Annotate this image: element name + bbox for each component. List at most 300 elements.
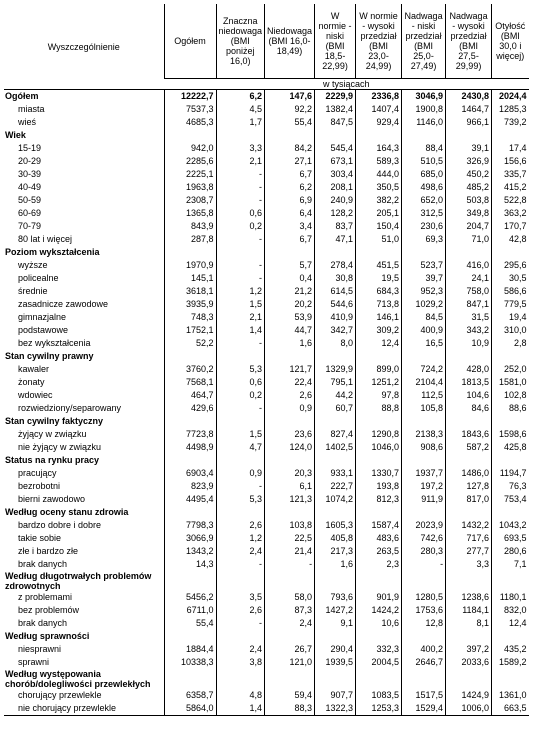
section-row [4, 506, 529, 519]
row-label: zasadnicze zawodowe [18, 299, 109, 309]
cell-value: 739,2 [492, 116, 529, 129]
cell-value: 44,7 [265, 324, 315, 337]
section-heading: Stan cywilny prawny [5, 351, 94, 361]
cell-value [164, 415, 216, 428]
cell-value: 444,0 [356, 168, 402, 181]
cell-value: 6,1 [265, 480, 315, 493]
cell-value: 0,9 [265, 402, 315, 415]
cell-value [216, 630, 265, 643]
table-row [4, 311, 529, 324]
cell-value: 779,5 [492, 298, 529, 311]
cell-value [265, 129, 315, 142]
cell-value [356, 129, 402, 142]
cell-value: - [216, 337, 265, 350]
cell-value [265, 454, 315, 467]
cell-value [164, 246, 216, 259]
cell-value: - [402, 558, 446, 571]
cell-value: 278,4 [315, 259, 356, 272]
cell-value: 1,2 [216, 532, 265, 545]
cell-value: 510,5 [402, 155, 446, 168]
cell-value: 280,6 [492, 545, 529, 558]
cell-value: 812,3 [356, 493, 402, 506]
cell-value: 39,1 [446, 142, 492, 155]
cell-value: 222,7 [315, 480, 356, 493]
cell-value [492, 415, 529, 428]
cell-value: 405,8 [315, 532, 356, 545]
cell-value [216, 350, 265, 363]
cell-value: 1184,1 [446, 604, 492, 617]
cell-value [356, 350, 402, 363]
cell-value: 929,4 [356, 116, 402, 129]
cell-value: 483,6 [356, 532, 402, 545]
cell-value: 1939,5 [315, 656, 356, 669]
cell-value: 673,1 [315, 155, 356, 168]
cell-value: 966,1 [446, 116, 492, 129]
cell-value: 1753,6 [402, 604, 446, 617]
section-heading: Poziom wykształcenia [5, 247, 100, 257]
row-label: bezrobotni [18, 481, 61, 491]
cell-value: 2229,9 [315, 90, 356, 104]
section-heading: Wiek [5, 130, 26, 140]
cell-value: 303,4 [315, 168, 356, 181]
table-row [4, 604, 529, 617]
cell-value: 4,7 [216, 441, 265, 454]
cell-value: 88,4 [402, 142, 446, 155]
cell-value [446, 415, 492, 428]
cell-value: - [216, 181, 265, 194]
cell-value: 205,1 [356, 207, 402, 220]
row-label: miasta [18, 104, 45, 114]
cell-value [315, 350, 356, 363]
cell-value: 1,2 [216, 285, 265, 298]
cell-value: 156,6 [492, 155, 529, 168]
cell-value: 435,2 [492, 643, 529, 656]
row-label: 20-29 [18, 156, 42, 166]
cell-value: 6,9 [265, 194, 315, 207]
cell-value: 58,0 [265, 591, 315, 604]
row-label: podstawowe [18, 325, 69, 335]
cell-value: 1752,1 [164, 324, 216, 337]
cell-value: 342,7 [315, 324, 356, 337]
cell-value [315, 571, 356, 591]
cell-value: 1970,9 [164, 259, 216, 272]
cell-value: 3618,1 [164, 285, 216, 298]
cell-value: 52,2 [164, 337, 216, 350]
row-label: żonaty [18, 377, 45, 387]
cell-value: 102,8 [492, 389, 529, 402]
cell-value [265, 571, 315, 591]
cell-value: 2138,3 [402, 428, 446, 441]
section-heading: Według długotrwałych problemów zdrowotnych [5, 571, 152, 591]
cell-value: 498,6 [402, 181, 446, 194]
cell-value: 1330,7 [356, 467, 402, 480]
cell-value: 230,6 [402, 220, 446, 233]
cell-value [315, 454, 356, 467]
cell-value [492, 246, 529, 259]
row-label: pracujący [18, 468, 57, 478]
cell-value: 1194,7 [492, 467, 529, 480]
cell-value [164, 669, 216, 689]
cell-value: 1029,2 [402, 298, 446, 311]
cell-value [492, 350, 529, 363]
cell-value: 4,5 [216, 103, 265, 116]
cell-value [164, 454, 216, 467]
section-heading: Według występowania chorób/dolegliwości przewlekłych [5, 669, 151, 689]
cell-value [356, 669, 402, 689]
cell-value: 1083,5 [356, 689, 402, 702]
cell-value: 3,5 [216, 591, 265, 604]
header-normal-high: W normie - wysoki przedział (BMI 23,0-24,99) [356, 4, 402, 79]
cell-value: 2285,6 [164, 155, 216, 168]
cell-value: 1043,2 [492, 519, 529, 532]
header-severe-underweight: Znaczna niedowaga (BMI poniżej 16,0) [216, 4, 265, 79]
cell-value: 124,0 [265, 441, 315, 454]
cell-value [446, 246, 492, 259]
cell-value: 8,0 [315, 337, 356, 350]
cell-value: 1432,2 [446, 519, 492, 532]
cell-value: 587,2 [446, 441, 492, 454]
cell-value: 2308,7 [164, 194, 216, 207]
cell-value [164, 571, 216, 591]
table-header [4, 4, 529, 90]
cell-value: - [216, 480, 265, 493]
cell-value: 1813,5 [446, 376, 492, 389]
table-row [4, 558, 529, 571]
cell-value: 30,5 [492, 272, 529, 285]
cell-value: 27,1 [265, 155, 315, 168]
table-row [4, 168, 529, 181]
row-label: złe i bardzo złe [18, 546, 79, 556]
cell-value: 1251,2 [356, 376, 402, 389]
cell-value: 4495,4 [164, 493, 216, 506]
row-label: 60-69 [18, 208, 42, 218]
cell-value: 2646,7 [402, 656, 446, 669]
table-row [4, 116, 529, 129]
cell-value: 88,8 [356, 402, 402, 415]
cell-value: 523,7 [402, 259, 446, 272]
table-row [4, 493, 529, 506]
cell-value: 84,2 [265, 142, 315, 155]
row-label: nie chorujący przewlekle [4, 702, 164, 716]
cell-value: - [216, 617, 265, 630]
cell-value [315, 669, 356, 689]
section-heading: Stan cywilny faktyczny [5, 416, 104, 426]
cell-value: 1343,2 [164, 545, 216, 558]
cell-value: 10,9 [446, 337, 492, 350]
cell-value: 1529,4 [402, 702, 446, 716]
cell-value [446, 454, 492, 467]
cell-value: 1006,0 [446, 702, 492, 716]
cell-value: 397,2 [446, 643, 492, 656]
cell-value: 2,4 [265, 617, 315, 630]
cell-value: 47,1 [315, 233, 356, 246]
cell-value: 363,2 [492, 207, 529, 220]
cell-value: 88,3 [265, 702, 315, 716]
cell-value: 121,7 [265, 363, 315, 376]
cell-value: 2023,9 [402, 519, 446, 532]
row-label: 30-39 [18, 169, 42, 179]
cell-value: 31,5 [446, 311, 492, 324]
table-row [4, 363, 529, 376]
cell-value [356, 506, 402, 519]
cell-value [216, 129, 265, 142]
row-label: 70-79 [18, 221, 42, 231]
cell-value [216, 415, 265, 428]
table-row [4, 441, 529, 454]
section-row [4, 630, 529, 643]
cell-value: 2,8 [492, 337, 529, 350]
table-row [4, 272, 529, 285]
table-row [4, 519, 529, 532]
cell-value: 127,8 [446, 480, 492, 493]
cell-value: 20,3 [265, 467, 315, 480]
cell-value: 464,7 [164, 389, 216, 402]
cell-value: 1290,8 [356, 428, 402, 441]
table-row [4, 656, 529, 669]
cell-value: 2430,8 [446, 90, 492, 104]
cell-value: 823,9 [164, 480, 216, 493]
cell-value [315, 415, 356, 428]
cell-value: 1486,0 [446, 467, 492, 480]
cell-value: 1407,4 [356, 103, 402, 116]
section-row [4, 454, 529, 467]
cell-value: 312,5 [402, 207, 446, 220]
cell-value: 217,3 [315, 545, 356, 558]
cell-value: 5864,0 [164, 702, 216, 716]
cell-value: 589,3 [356, 155, 402, 168]
cell-value: 586,6 [492, 285, 529, 298]
cell-value: 843,9 [164, 220, 216, 233]
cell-value [164, 630, 216, 643]
cell-value [265, 415, 315, 428]
table-row [4, 402, 529, 415]
cell-value: 748,3 [164, 311, 216, 324]
cell-value: 7568,1 [164, 376, 216, 389]
cell-value: 145,1 [164, 272, 216, 285]
cell-value [402, 454, 446, 467]
cell-value: 2,4 [216, 545, 265, 558]
cell-value: 832,0 [492, 604, 529, 617]
cell-value [356, 415, 402, 428]
row-label: bardzo dobre i dobre [18, 520, 102, 530]
cell-value [402, 415, 446, 428]
cell-value: 522,8 [492, 194, 529, 207]
cell-value [265, 506, 315, 519]
row-label: żyjący w związku [18, 429, 87, 439]
cell-value: 942,0 [164, 142, 216, 155]
cell-value: 84,6 [446, 402, 492, 415]
cell-value: 12,4 [492, 617, 529, 630]
table-row [4, 259, 529, 272]
cell-value: 1581,0 [492, 376, 529, 389]
cell-value: 0,6 [216, 376, 265, 389]
row-label: 80 lat i więcej [18, 234, 73, 244]
row-label: brak danych [18, 618, 68, 628]
cell-value: 147,6 [265, 90, 315, 104]
row-label: sprawni [18, 657, 50, 667]
cell-value [315, 630, 356, 643]
cell-value: 26,7 [265, 643, 315, 656]
cell-value: 42,8 [492, 233, 529, 246]
cell-value: 2,6 [216, 604, 265, 617]
cell-value [315, 129, 356, 142]
table-row [4, 324, 529, 337]
cell-value: 105,8 [402, 402, 446, 415]
cell-value: 7798,3 [164, 519, 216, 532]
cell-value: 3,3 [446, 558, 492, 571]
cell-value: 60,7 [315, 402, 356, 415]
section-row [4, 571, 529, 591]
table-row [4, 480, 529, 493]
cell-value: 23,6 [265, 428, 315, 441]
cell-value: 164,3 [356, 142, 402, 155]
cell-value: 197,2 [402, 480, 446, 493]
header-label: Wyszczególnienie [4, 4, 164, 90]
cell-value: 485,2 [446, 181, 492, 194]
cell-value: 1,7 [216, 116, 265, 129]
cell-value: 55,4 [265, 116, 315, 129]
cell-value: 1238,6 [446, 591, 492, 604]
cell-value: 19,4 [492, 311, 529, 324]
cell-value: 545,4 [315, 142, 356, 155]
row-label: bierni zawodowo [18, 494, 86, 504]
cell-value: 717,6 [446, 532, 492, 545]
cell-value: 1,5 [216, 298, 265, 311]
cell-value: 6,7 [265, 233, 315, 246]
cell-value: - [216, 168, 265, 181]
cell-value: 17,4 [492, 142, 529, 155]
cell-value: 933,1 [315, 467, 356, 480]
cell-value: 332,3 [356, 643, 402, 656]
cell-value: 7537,3 [164, 103, 216, 116]
cell-value [492, 129, 529, 142]
section-row [4, 669, 529, 689]
row-label: rozwiedziony/separowany [18, 403, 122, 413]
cell-value: 847,5 [315, 116, 356, 129]
cell-value: 146,1 [356, 311, 402, 324]
row-label: z problemami [18, 592, 73, 602]
cell-value: 12222,7 [164, 90, 216, 104]
bmi-statistics-table [4, 4, 529, 716]
cell-value: 280,3 [402, 545, 446, 558]
cell-value: 24,1 [446, 272, 492, 285]
cell-value: 684,3 [356, 285, 402, 298]
cell-value: 12,8 [402, 617, 446, 630]
cell-value: 10,6 [356, 617, 402, 630]
cell-value: 1361,0 [492, 689, 529, 702]
cell-value: 503,8 [446, 194, 492, 207]
cell-value: 104,6 [446, 389, 492, 402]
cell-value [446, 669, 492, 689]
cell-value [402, 669, 446, 689]
cell-value: 544,6 [315, 298, 356, 311]
cell-value: 343,2 [446, 324, 492, 337]
cell-value: 817,0 [446, 493, 492, 506]
cell-value: 1046,0 [356, 441, 402, 454]
cell-value: 3,3 [216, 142, 265, 155]
cell-value: 349,8 [446, 207, 492, 220]
table-row [4, 298, 529, 311]
row-label: gimnazjalne [18, 312, 67, 322]
cell-value: 112,5 [402, 389, 446, 402]
cell-value: 263,5 [356, 545, 402, 558]
cell-value: 2,6 [216, 519, 265, 532]
cell-value: 429,6 [164, 402, 216, 415]
cell-value: 1329,9 [315, 363, 356, 376]
cell-value: - [265, 558, 315, 571]
row-label: wdowiec [18, 390, 53, 400]
table-row [4, 376, 529, 389]
cell-value [216, 506, 265, 519]
cell-value: 952,3 [402, 285, 446, 298]
cell-value: 290,4 [315, 643, 356, 656]
cell-value: 92,2 [265, 103, 315, 116]
table-row [4, 90, 529, 104]
header-overweight-high: Nadwaga - wysoki przedział (BMI 27,5-29,99) [446, 4, 492, 79]
cell-value: 425,8 [492, 441, 529, 454]
table-row [4, 643, 529, 656]
cell-value: 3935,9 [164, 298, 216, 311]
cell-value: 1402,5 [315, 441, 356, 454]
cell-value: 7,1 [492, 558, 529, 571]
cell-value: 5,7 [265, 259, 315, 272]
table-row [4, 428, 529, 441]
cell-value [216, 571, 265, 591]
row-label: brak danych [18, 559, 68, 569]
table-row [4, 103, 529, 116]
cell-value: 1146,0 [402, 116, 446, 129]
row-label: bez wykształcenia [18, 338, 91, 348]
section-heading: Według oceny stanu zdrowia [5, 507, 129, 517]
cell-value: 400,9 [402, 324, 446, 337]
cell-value [265, 246, 315, 259]
cell-value [492, 669, 529, 689]
cell-value: 827,4 [315, 428, 356, 441]
cell-value: 76,3 [492, 480, 529, 493]
row-label: wieś [18, 117, 37, 127]
cell-value [265, 630, 315, 643]
row-label: bez problemów [18, 605, 80, 615]
cell-value: 908,6 [402, 441, 446, 454]
table-row [4, 617, 529, 630]
cell-value: 5,3 [216, 363, 265, 376]
cell-value: 0,9 [216, 467, 265, 480]
header-overweight-low: Nadwaga - niski przedział (BMI 25,0-27,49) [402, 4, 446, 79]
cell-value [356, 630, 402, 643]
cell-value: 20,2 [265, 298, 315, 311]
row-label: takie sobie [18, 533, 62, 543]
cell-value: 1322,3 [315, 702, 356, 716]
cell-value: 0,2 [216, 389, 265, 402]
cell-value: 10338,3 [164, 656, 216, 669]
cell-value: - [216, 194, 265, 207]
cell-value: 400,2 [402, 643, 446, 656]
cell-value: 2225,1 [164, 168, 216, 181]
cell-value: 335,7 [492, 168, 529, 181]
cell-value: 1,6 [315, 558, 356, 571]
cell-value [446, 571, 492, 591]
cell-value: 2,3 [356, 558, 402, 571]
cell-value [402, 571, 446, 591]
table-row [4, 689, 529, 702]
table-row [4, 220, 529, 233]
cell-value [402, 630, 446, 643]
cell-value: 2033,6 [446, 656, 492, 669]
cell-value: 1900,8 [402, 103, 446, 116]
cell-value: 55,4 [164, 617, 216, 630]
table-body [4, 90, 529, 716]
cell-value: 88,6 [492, 402, 529, 415]
